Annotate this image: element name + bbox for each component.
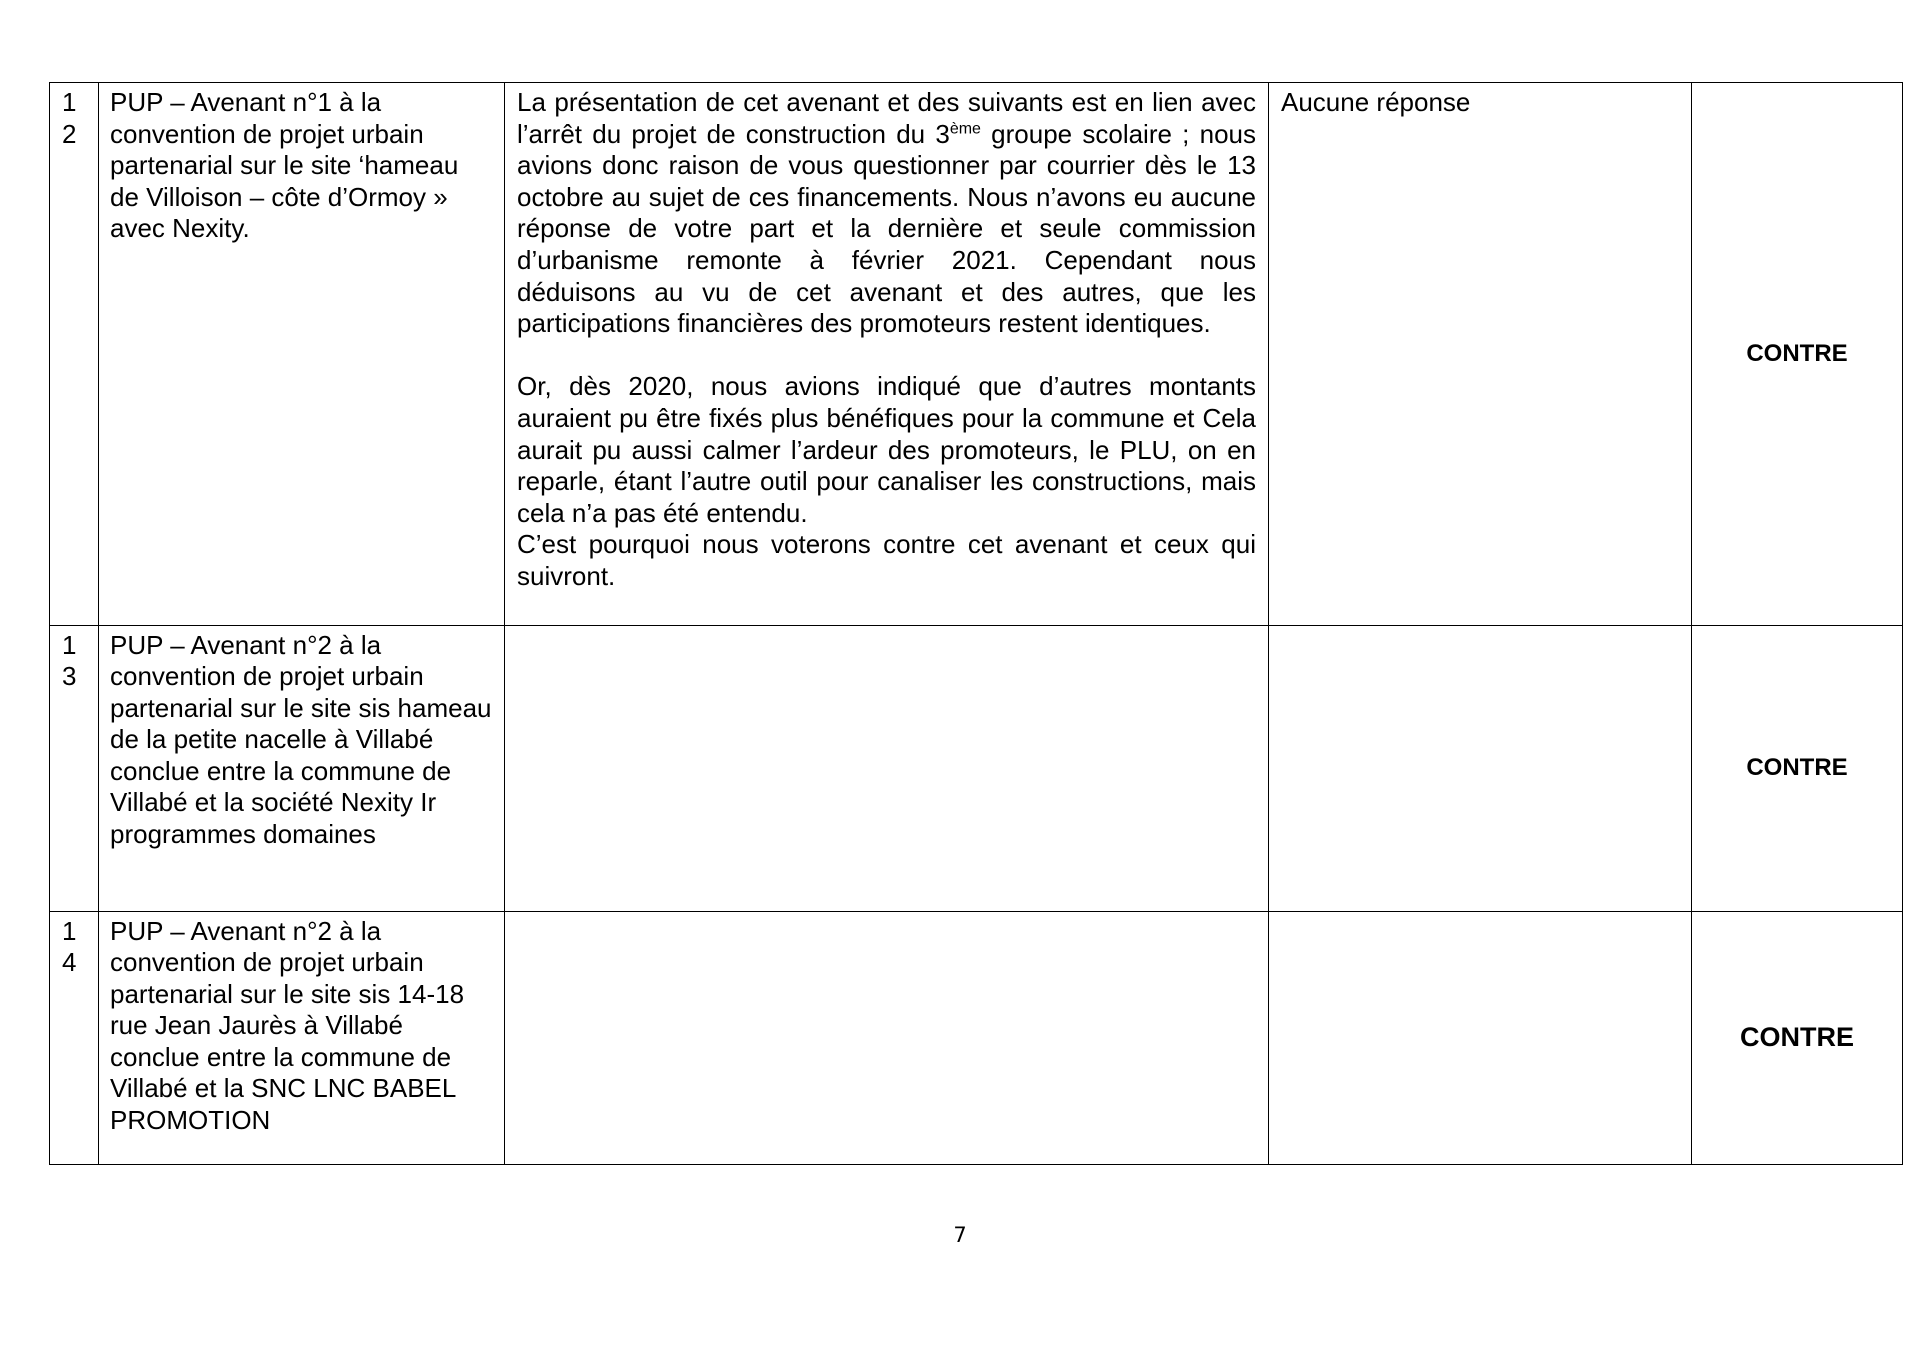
item-comment [505,625,1269,911]
comment-paragraph: Or, dès 2020, nous avions indiqué que d’autres montants auraient pu être fixés plus bénéfiques pour la commune et Cela aurait pu aussi calmer l’ardeur des promoteurs, le PLU, on en reparle, étant l’autre outil pour canaliser les constructions, mais cela n’a pas été entendu. C’est pourquoi nous voterons contre cet avenant et ceux qui suivront. [517,371,1256,591]
item-title: PUP – Avenant n°2 à la convention de projet urbain partenarial sur le site sis 14-18 rue Jean Jaurès à Villabé conclue entre la commune de Villabé et la SNC LNC BABEL PROMOTION [99,911,505,1164]
item-answer [1269,625,1692,911]
item-answer [1269,911,1692,1164]
item-title: PUP – Avenant n°1 à la convention de projet urbain partenarial sur le site ‘hameau de Villoison – côte d’Ormoy » avec Nexity. [99,83,505,626]
page-number: 7 [953,1223,967,1247]
item-number: 1 3 [50,625,99,911]
item-number: 1 2 [50,83,99,626]
item-answer: Aucune réponse [1269,83,1692,626]
comment-paragraph [517,87,1256,340]
table-row [50,83,1903,626]
item-vote: CONTRE [1692,83,1903,626]
item-number: 1 4 [50,911,99,1164]
ordinal-superscript: ème [949,119,981,137]
item-vote: CONTRE [1692,911,1903,1164]
item-comment [505,911,1269,1164]
deliberations-table [49,82,1903,1165]
item-vote: CONTRE [1692,625,1903,911]
comment-text: La présentation de cet avenant et des suivants est en lien avec l’arrêt du projet de construction du 3 [517,87,1256,149]
item-title: PUP – Avenant n°2 à la convention de projet urbain partenarial sur le site sis hameau de la petite nacelle à Villabé conclue entre la commune de Villabé et la société Nexity Ir programmes domaines [99,625,505,911]
table-row [50,625,1903,911]
item-comment [505,83,1269,626]
table-row [50,911,1903,1164]
comment-text: groupe scolaire ; nous avions donc raison de vous questionner par courrier dès le 13 octobre au sujet de ces financements. Nous n’avons eu aucune réponse de votre part et la dernière et seule commission d’urbanisme remonte à février 2021. Cependant nous déduisons au vu de cet avenant et des autres, que les participations financières des promoteurs restent identiques. [517,118,1257,339]
